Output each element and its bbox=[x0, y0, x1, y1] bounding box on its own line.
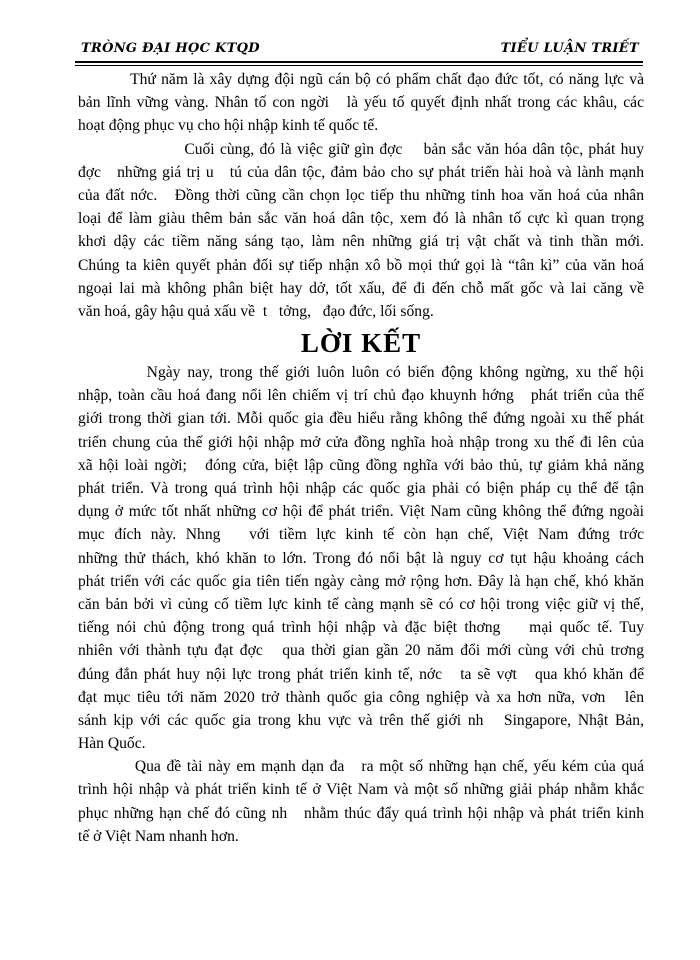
text-line: sánh kịp với các quốc gia trong khu vực và trên thế giới nh Singapore, Nhật Bản, bbox=[78, 711, 644, 729]
text-line: những thử thách, khó khăn to lớn. Trong đó nổi bật là nguy cơ tụt hậu khoảng cách bbox=[78, 549, 644, 567]
header-rule-thick bbox=[75, 61, 643, 63]
text-line: loại để làm giàu thêm bản sắc văn hoá dân tộc, xem đó là nhân tố cực kì quan trọng bbox=[78, 210, 644, 228]
text-line: đợc những giá trị u tú của dân tộc, đảm bảo cho sự phát triển hài hoà và lành mạnh bbox=[78, 163, 644, 181]
text-line: Qua đề tài này em mạnh dạn đa ra một số những hạn chế, yếu kém của quá bbox=[78, 758, 644, 776]
text-line: giới trong thời gian tới. Mỗi quốc gia đều hiểu rằng không thể đứng ngoài xu thế phát bbox=[78, 410, 644, 428]
text-line: khơi dậy các tiềm năng sáng tạo, làm nên những giá trị vật chất và tinh thần mới. bbox=[78, 233, 644, 251]
header-left-text: TRÒNG ĐẠI HỌC KTQD bbox=[81, 41, 260, 56]
text-line: tiếng nói chủ động trong quá trình hội nhập và đặc biệt thơng mại quốc tế. Tuy bbox=[78, 619, 644, 637]
text-line: phục những hạn chế đó cũng nh nhằm thúc đẩy quá trình hội nhập và phát triển kinh bbox=[78, 804, 644, 822]
text-line: căn bản bởi vì củng cố tiềm lực kinh tế càng mạnh sẽ có cơ hội trong việc giữ vị thế, bbox=[78, 595, 644, 613]
text-line: Ngày nay, trong thế giới luôn luôn có biến động không ngừng, xu thế hội bbox=[78, 364, 644, 382]
text-line: của đất nớc. Đồng thời cũng cần chọn lọc tiếp thu những tinh hoa văn hoá của nhân bbox=[78, 186, 644, 204]
text-line: phát triển với các quốc gia tiên tiến ngày càng mở rộng hơn. Đây là hạn chế, khó khăn bbox=[78, 572, 644, 590]
text-line: mục đích này. Nhng với tiềm lực kinh tế còn hạn chế, Việt Nam đứng trớc bbox=[78, 526, 644, 544]
document-body bbox=[78, 68, 644, 848]
text-line: nhập, toàn cầu hoá đang nổi lên chiếm vị trí chủ đạo khuynh hớng phát triển của thế bbox=[78, 387, 644, 405]
header-rule-thin bbox=[75, 65, 643, 66]
text-line: nhiên với thành tựu đạt đợc qua thời gian gần 20 năm đổi mới cùng với chủ trơng bbox=[78, 642, 644, 660]
text-line: bản lĩnh vững vàng. Nhân tố con ngời là yếu tố quyết định nhất trong các khâu, các bbox=[78, 94, 644, 112]
text-line: triển chung của thế giới hội nhập mở cửa đồng nghĩa hoà nhập trong xu thế đi lên của bbox=[78, 433, 644, 451]
text-line: Thứ năm là xây dựng đội ngũ cán bộ có phẩm chất đạo đức tốt, có năng lực và bbox=[78, 71, 644, 88]
text-line: dụng ở mức tốt nhất những cơ hội để phát triển. Việt Nam cũng không thể đứng ngoài bbox=[78, 503, 644, 521]
text-line: đúng đắn phát huy nội lực trong phát triển kinh tế, nớc ta sẽ vợt qua khó khăn để bbox=[78, 665, 644, 683]
text-line: phát triển. Và trong quá trình hội nhập các quốc gia phải có biện pháp cụ thể để tận bbox=[78, 480, 644, 497]
section-heading: LỜI KẾT bbox=[300, 328, 422, 359]
text-line: hoạt động phục vụ cho hội nhập kinh tế quốc tế. bbox=[78, 117, 379, 135]
text-line: tế ở Việt Nam nhanh hơn. bbox=[78, 827, 239, 845]
text-line: xã hội loài ngời; đóng cửa, biệt lập cũng đồng nghĩa với bảo thủ, tự giảm khả năng bbox=[78, 456, 644, 474]
section-closing-points bbox=[78, 68, 644, 323]
header-right-text: TIỂU LUẬN TRIẾT bbox=[500, 41, 639, 56]
text-line: Chúng ta kiên quyết phản đối sự tiếp nhận xô bồ mọi thứ gọi là “tân kì” của văn hoá bbox=[78, 256, 644, 274]
page-header bbox=[75, 38, 643, 62]
text-line: đạt mục tiêu tới năm 2020 trở thành quốc gia công nghiệp và xa hơn nữa, vơn lên bbox=[78, 688, 644, 706]
section-conclusion bbox=[78, 361, 644, 848]
text-line: ngoại lai mà không phân biệt hay dở, tốt xấu, để đi đến chỗ mất gốc và lai căng về bbox=[78, 279, 644, 297]
text-line: Cuối cùng, đó là việc giữ gìn đợc bản sắc văn hóa dân tộc, phát huy bbox=[78, 140, 644, 158]
text-line: trình hội nhập và phát triển kinh tế ở Việt Nam và một số những giải pháp nhằm khắc bbox=[78, 781, 644, 799]
text-line: Hàn Quốc. bbox=[78, 735, 146, 753]
text-line: văn hoá, gây hậu quả xấu về t tởng, đạo đức, lối sống. bbox=[78, 302, 434, 320]
